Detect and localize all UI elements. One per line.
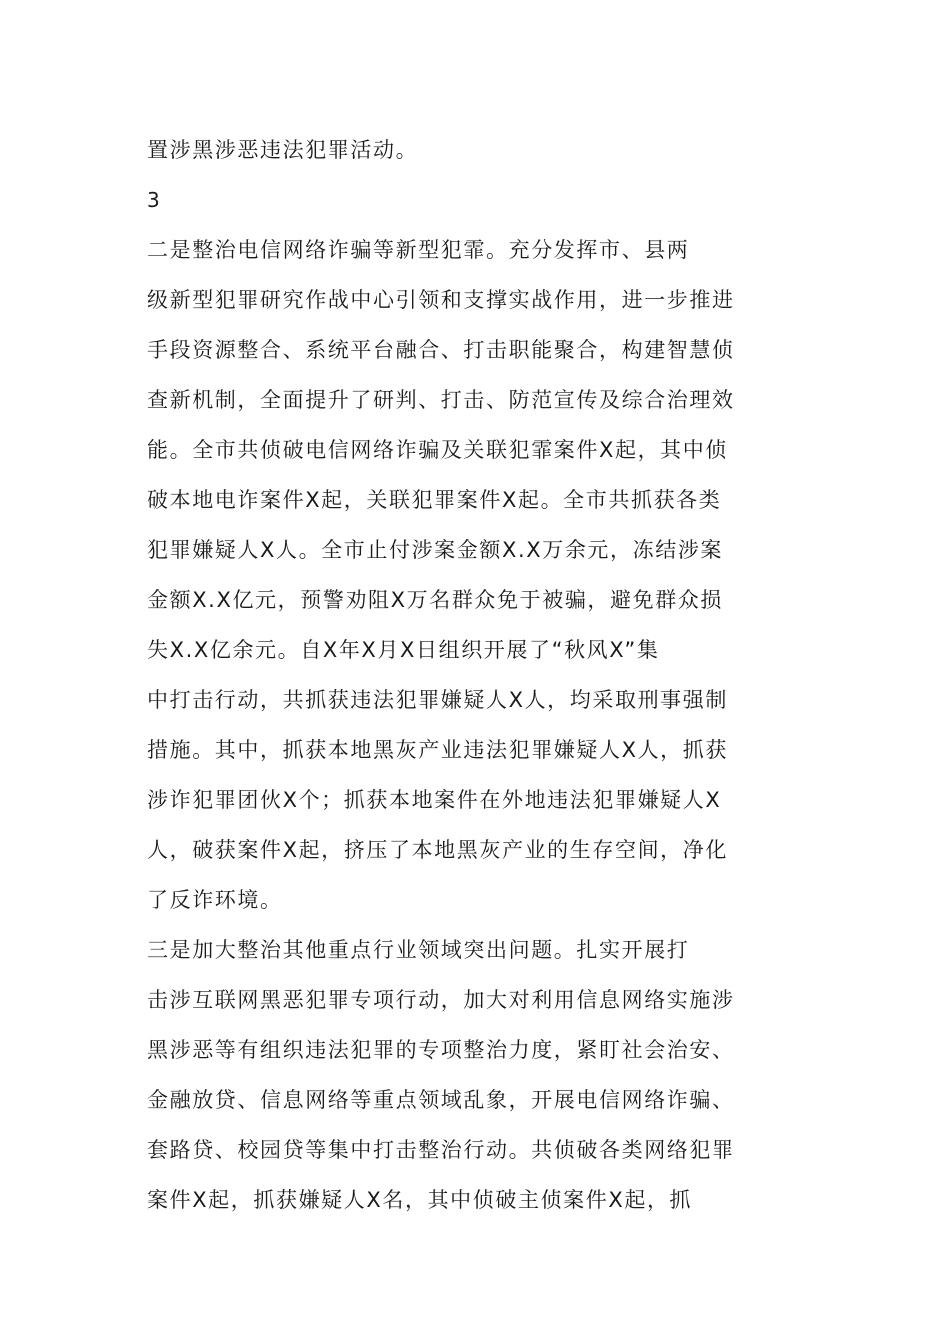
text-line: 置涉黑涉恶违法犯罪活动。	[147, 138, 419, 162]
text-line: 失X.X亿余元。自X年X月X日组织开展了“秋风X”集	[147, 638, 660, 662]
page-number: 3	[147, 188, 160, 212]
text-line: 犯罪嫌疑人X人。全市止付涉案金额X.X万余元，冻结涉案	[147, 538, 724, 562]
text-line: 手段资源整合、系统平台融合、打击职能聚合，构建智慧侦	[147, 338, 735, 362]
text-line: 查新机制，全面提升了研判、打击、防范宣传及综合治理效	[147, 388, 735, 412]
text-line: 金融放贷、信息网络等重点领域乱象，开展电信网络诈骗、	[147, 1088, 735, 1112]
text-line: 能。全市共侦破电信网络诈骗及关联犯霏案件X起，其中侦	[147, 438, 728, 462]
text-line: 人，破获案件X起，挤压了本地黑灰产业的生存空间，净化	[147, 838, 728, 862]
text-line: 击涉互联网黑恶犯罪专项行动，加大对利用信息网络实施涉	[147, 988, 735, 1012]
text-line: 级新型犯罪研究作战中心引领和支撑实战作用，进一步推进	[147, 288, 735, 312]
text-line: 涉诈犯罪团伙X个；抓获本地案件在外地违法犯罪嫌疑人X	[147, 788, 722, 812]
text-line: 金额X.X亿元，预警劝阻X万名群众免于被骗，避免群众损	[147, 588, 724, 612]
paragraph-heading-line: 二是整治电信网络诈骗等新型犯霏。充分发挥市、县两	[147, 238, 690, 262]
text-line: 套路贷、校园贷等集中打击整治行动。共侦破各类网络犯罪	[147, 1138, 735, 1162]
text-line: 措施。其中，抓获本地黑灰产业违法犯罪嫌疑人X人，抓获	[147, 738, 728, 762]
text-line: 了反诈环境。	[147, 888, 283, 912]
text-line: 中打击行动，共抓获违法犯罪嫌疑人X人，均采取刑事强制	[147, 688, 728, 712]
text-line: 案件X起，抓获嫌疑人X名，其中侦破主侦案件X起，抓	[147, 1188, 693, 1212]
paragraph-heading-line: 三是加大整治其他重点行业领域突出问题。扎实开展打	[147, 938, 690, 962]
text-line: 破本地电诈案件X起，关联犯罪案件X起。全市共抓获各类	[147, 488, 722, 512]
text-line: 黑涉恶等有组织违法犯罪的专项整治力度，紧盯社会治安、	[147, 1038, 735, 1062]
